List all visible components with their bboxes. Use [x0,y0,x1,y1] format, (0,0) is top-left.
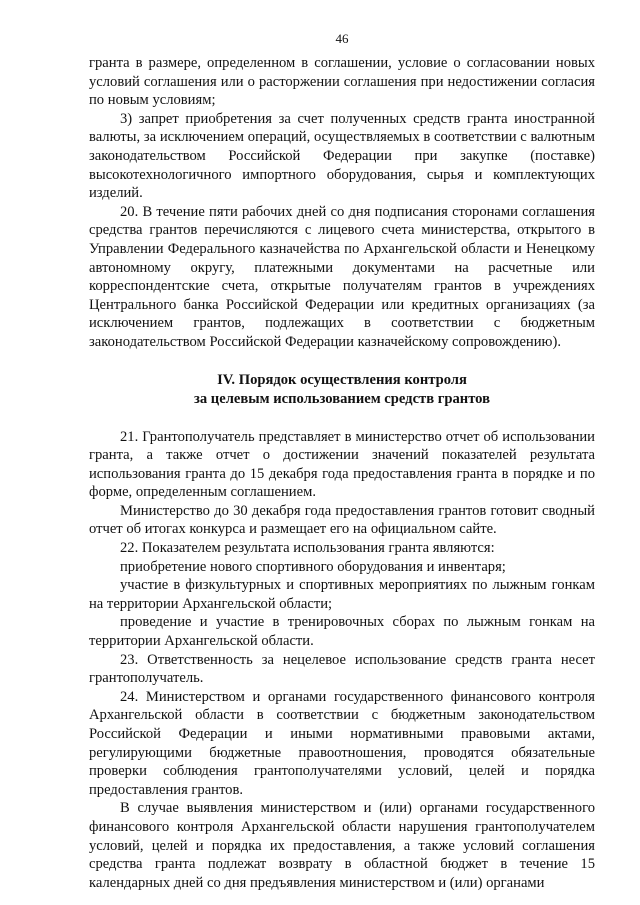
paragraph-indicator-training: проведение и участие в тренировочных сборах по лыжным гонкам на территории Архангельской области. [89,614,595,650]
paragraph-22: 22. Показателем результата использования гранта являются: [120,540,495,557]
bottom-paragraphs [89,428,595,893]
document-page [89,30,595,892]
paragraph-24: 24. Министерством и органами государственного финансового контроля Архангельской области в соответствии с бюджетным законодательством Российской Федерации и иными нормативными правовыми актами, регулирующими бюджетные правоотношения, проводятся обязательные проверки соблюдения грантополучателями условий, целей и порядка предоставления грантов. [89,688,595,798]
paragraph-23: 23. Ответственность за нецелевое использование средств гранта несет грантополучатель. [89,651,595,687]
paragraph-summary-report: Министерство до 30 декабря года предоставления грантов готовит сводный отчет об итогах конкурса и размещает его на официальном сайте. [89,502,595,538]
paragraph-item-3: 3) запрет приобретения за счет полученных средств гранта иностранной валюты, за исключением операций, осуществляемых в соответствии с валютным законодательством Российской Федерации при закупке (поставке) высокотехнологичного импортного оборудования, сырья и комплектующих изделий. [89,110,595,202]
top-paragraphs [89,54,595,352]
paragraph-21: 21. Грантополучатель представляет в министерство отчет об использовании гранта, а также отчет о достижении значений показателей результата использования гранта до 15 декабря года предоставления гранта в порядке и по форме, определенным соглашением. [89,428,595,501]
page-number: 46 [335,31,349,46]
section-heading [89,371,595,409]
paragraph-continuation: гранта в размере, определенном в соглашении, условие о согласовании новых условий соглашения или о расторжении соглашения при недостижении согласия по новым условиям; [89,55,595,109]
paragraph-indicator-equipment: приобретение нового спортивного оборудования и инвентаря; [120,558,506,575]
section-heading-line-2: за целевым использованием средств грантов [194,390,490,407]
paragraph-indicator-events: участие в физкультурных и спортивных мероприятиях по лыжным гонкам на территории Архангельской области; [89,577,595,612]
section-heading-line-1: IV. Порядок осуществления контроля [217,371,467,388]
paragraph-20: 20. В течение пяти рабочих дней со дня подписания сторонами соглашения средства грантов перечисляются с лицевого счета министерства, открытого в Управлении Федерального казначейства по Архангельской области и Ненецкому автономному округу, платежными документами на расчетные или корреспондентские счета, открытые получателям грантов в учреждениях Центрального банка Российской Федерации или кредитных организациях (за исключением грантов, подлежащих в соответствии с бюджетным законодательством Российской Федерации казначейскому сопровождению). [89,203,595,350]
paragraph-violation-return: В случае выявления министерством и (или) органами государственного финансового контроля Архангельской области нарушения грантополучателем условий, целей и порядка их предоставления, а также условий соглашения средства гранта подлежат возврату в областной бюджет в течение 15 календарных дней со дня предъявления министерством и (или) органами [89,800,595,891]
